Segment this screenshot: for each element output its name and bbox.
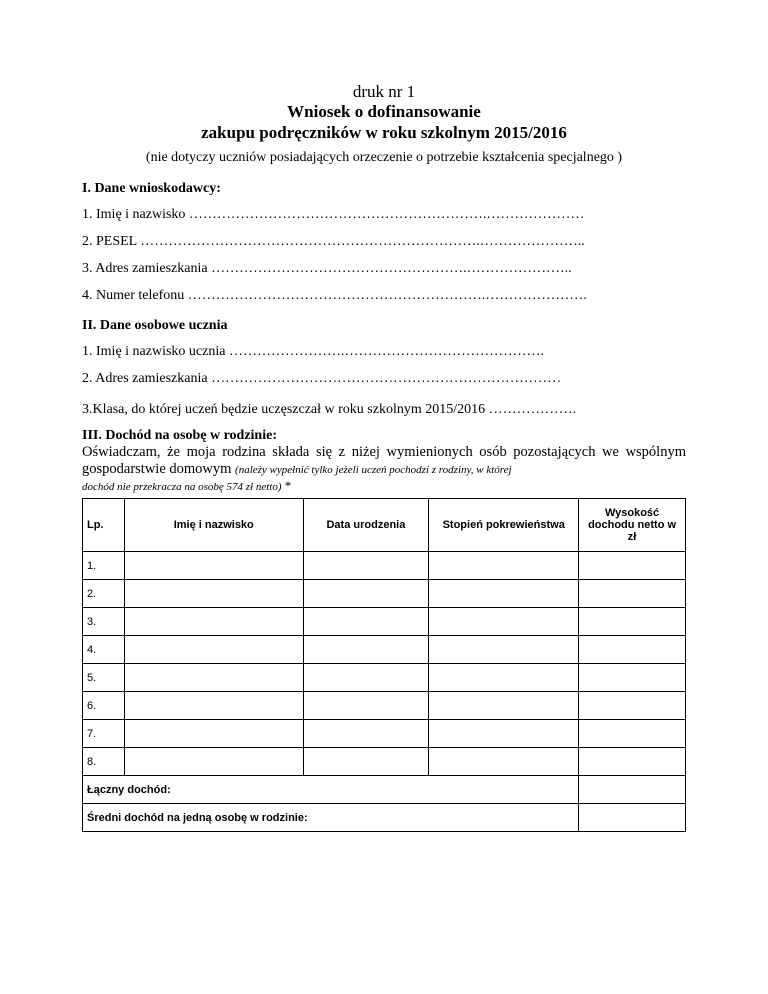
name-cell[interactable] xyxy=(124,636,303,664)
applicant-pesel-field[interactable]: 2. PESEL ……………………………………………………………….………………….. xyxy=(82,234,585,249)
birthdate-cell[interactable] xyxy=(303,552,429,580)
name-cell[interactable] xyxy=(124,608,303,636)
name-cell[interactable] xyxy=(124,748,303,776)
income-cell[interactable] xyxy=(579,692,686,720)
row-number: 1. xyxy=(83,552,125,580)
average-row xyxy=(83,804,686,832)
name-cell[interactable] xyxy=(124,720,303,748)
declaration-asterisk: * xyxy=(281,478,292,493)
total-income-label: Łączny dochód: xyxy=(83,776,579,804)
income-cell[interactable] xyxy=(579,720,686,748)
relationship-cell[interactable] xyxy=(429,552,579,580)
table-row xyxy=(83,664,686,692)
relationship-cell[interactable] xyxy=(429,608,579,636)
birthdate-cell[interactable] xyxy=(303,748,429,776)
student-name-field[interactable]: 1. Imię i nazwisko ucznia …………………….……………………………………. xyxy=(82,344,544,359)
declaration-note-2-wrap xyxy=(82,478,291,494)
birthdate-cell[interactable] xyxy=(303,692,429,720)
section3-heading: III. Dochód na osobę w rodzinie: xyxy=(82,428,277,443)
birthdate-cell[interactable] xyxy=(303,636,429,664)
row-number: 5. xyxy=(83,664,125,692)
income-cell[interactable] xyxy=(579,580,686,608)
row-number: 2. xyxy=(83,580,125,608)
declaration-text: Oświadczam, że moja rodzina składa się z niżej wymienionych osób pozostających we wspólnym gospodarstwie domowym xyxy=(82,444,686,477)
row-number: 4. xyxy=(83,636,125,664)
birthdate-cell[interactable] xyxy=(303,664,429,692)
household-table xyxy=(82,498,686,832)
row-number: 6. xyxy=(83,692,125,720)
income-cell[interactable] xyxy=(579,636,686,664)
form-title-line2: zakupu podręczników w roku szkolnym 2015/2016 xyxy=(201,123,567,142)
relationship-cell[interactable] xyxy=(429,636,579,664)
row-number: 7. xyxy=(83,720,125,748)
name-cell[interactable] xyxy=(124,664,303,692)
income-cell[interactable] xyxy=(579,748,686,776)
relationship-cell[interactable] xyxy=(429,720,579,748)
table-header-row xyxy=(83,499,686,552)
form-title-line1: Wniosek o dofinansowanie xyxy=(287,102,481,121)
average-income-label: Średni dochód na jedną osobę w rodzinie: xyxy=(83,804,579,832)
relationship-cell[interactable] xyxy=(429,580,579,608)
form-exclusion-note: (nie dotyczy uczniów posiadających orzeczenie o potrzebie kształcenia specjalnego ) xyxy=(145,150,623,165)
average-income-cell[interactable] xyxy=(579,804,686,832)
name-cell[interactable] xyxy=(124,552,303,580)
table-row xyxy=(83,748,686,776)
section2-heading: II. Dane osobowe ucznia xyxy=(82,318,228,333)
relationship-cell[interactable] xyxy=(429,748,579,776)
birthdate-cell[interactable] xyxy=(303,720,429,748)
total-income-cell[interactable] xyxy=(579,776,686,804)
declaration-note-2: dochód nie przekracza na osobę 574 zł netto) xyxy=(82,481,282,493)
relationship-cell[interactable] xyxy=(429,692,579,720)
income-cell[interactable] xyxy=(579,664,686,692)
name-cell[interactable] xyxy=(124,580,303,608)
col-name: Imię i nazwisko xyxy=(124,499,303,552)
declaration-note-1: (należy wypełnić tylko jeżeli uczeń pochodzi z rodziny, w której xyxy=(235,464,512,476)
table-row xyxy=(83,692,686,720)
name-cell[interactable] xyxy=(124,692,303,720)
relationship-cell[interactable] xyxy=(429,664,579,692)
table-row xyxy=(83,580,686,608)
student-address-field[interactable]: 2. Adres zamieszkania ………………………………………………………………… xyxy=(82,371,562,386)
applicant-phone-field[interactable]: 4. Numer telefonu ……………………………………………………….…………………. xyxy=(82,288,587,303)
table-row xyxy=(83,552,686,580)
col-relationship: Stopień pokrewieństwa xyxy=(429,499,579,552)
student-class-field[interactable]: 3.Klasa, do której uczeń będzie uczęszczał w roku szkolnym 2015/2016 ………………. xyxy=(82,402,577,417)
col-lp: Lp. xyxy=(83,499,125,552)
section1-heading: I. Dane wnioskodawcy: xyxy=(82,181,221,196)
col-birthdate: Data urodzenia xyxy=(303,499,429,552)
income-cell[interactable] xyxy=(579,608,686,636)
form-number: druk nr 1 xyxy=(352,82,416,101)
col-income: Wysokość dochodu netto w zł xyxy=(579,499,686,552)
table-row xyxy=(83,720,686,748)
applicant-name-field[interactable]: 1. Imię i nazwisko ……………………………………………………….………………… xyxy=(82,207,585,222)
row-number: 3. xyxy=(83,608,125,636)
table-row xyxy=(83,608,686,636)
birthdate-cell[interactable] xyxy=(303,608,429,636)
row-number: 8. xyxy=(83,748,125,776)
household-declaration xyxy=(82,444,686,479)
applicant-address-field[interactable]: 3. Adres zamieszkania ……………………………………………….………………….. xyxy=(82,261,572,276)
table-row xyxy=(83,636,686,664)
birthdate-cell[interactable] xyxy=(303,580,429,608)
income-cell[interactable] xyxy=(579,552,686,580)
total-row xyxy=(83,776,686,804)
